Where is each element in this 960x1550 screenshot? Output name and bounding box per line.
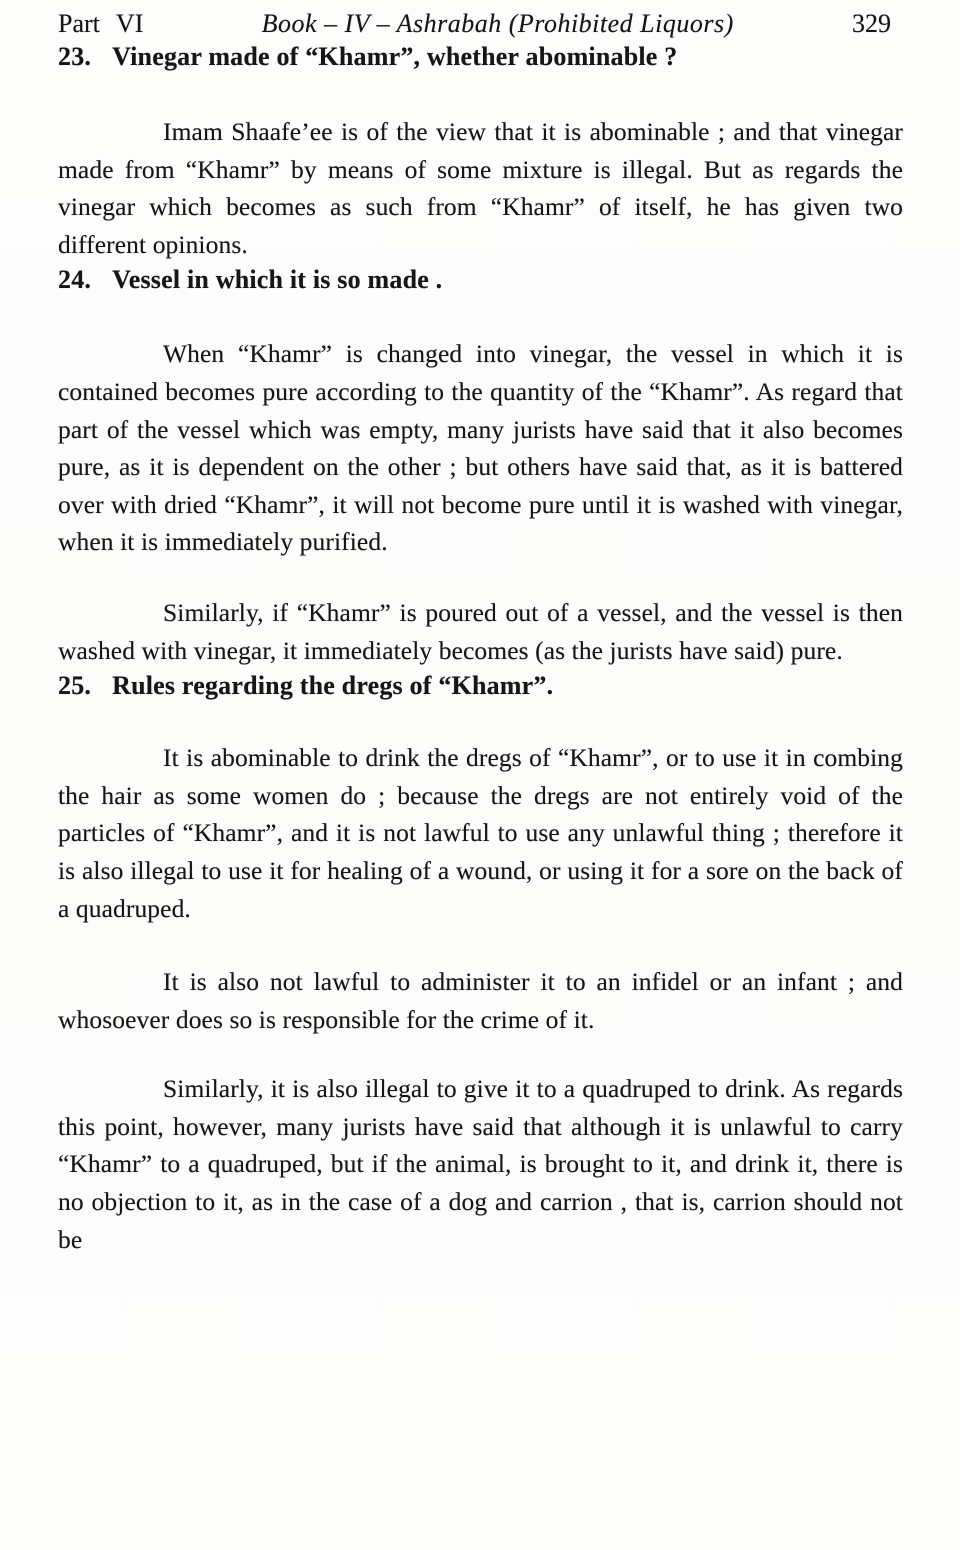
part-label: Part VI xyxy=(58,9,144,38)
section-25-title: Rules regarding the dregs of “Khamr”. xyxy=(112,671,554,701)
section-23-number: 23. xyxy=(58,42,92,71)
running-header xyxy=(58,8,903,40)
section-24-paragraph-2: Similarly, if “Khamr” is poured out of a vessel, and the vessel is then washed with vinegar, it immediately becomes (as the jurists have said) pure. xyxy=(58,597,903,665)
section-24-number: 24. xyxy=(58,265,92,295)
section-25-paragraph-1: It is abominable to drink the dregs of “Khamr”, or to use it in combing the hair as some women do ; because the dregs are not entirely void of the particles of “Khamr”, and it is not lawful to use any unlawful thing ; therefore it is also illegal to use it for healing of a wound, or using it for a sore on the back of a quadruped. xyxy=(58,743,903,923)
page-number: 329 xyxy=(851,9,891,38)
section-23-heading xyxy=(58,40,903,74)
section-24-title: Vessel in which it is so made . xyxy=(112,265,443,295)
section-25-paragraph-2: It is also not lawful to administer it to an infidel or an infant ; and whosoever does so is responsible for the crime of it. xyxy=(58,967,903,1034)
section-25-heading xyxy=(58,669,903,703)
section-23-title: Vinegar made of “Khamr”, whether abominable ? xyxy=(112,42,678,71)
section-25-number: 25. xyxy=(58,671,92,701)
section-24-paragraph-1: When “Khamr” is changed into vinegar, the vessel in which it is contained becomes pure according to the quantity of the “Khamr”. As regard that part of the vessel which was empty, many jurists have said that it also becomes pure, as it is dependent on the other ; but others have said that, as it is battered over with dried “Khamr”, it will not become pure until it is washed with vinegar, when it is immediately purified. xyxy=(58,339,903,557)
section-25-paragraph-3: Similarly, it is also illegal to give it to a quadruped to drink. As regards this point, however, many jurists have said that although it is unlawful to carry “Khamr” to a quadruped, but if the animal, is brought to it, and drink it, there is no objection to it, as in the case of a dog and carrion , that is, carrion should not be xyxy=(58,1074,903,1254)
book-title: Book – IV – Ashrabah (Prohibited Liquors) xyxy=(261,9,734,38)
section-23-paragraph-1: Imam Shaafe’ee is of the view that it is abominable ; and that vinegar made from “Khamr” by means of some mixture is illegal. But as regards the vinegar which becomes as such from “Khamr” of itself, he has given two different opinions. xyxy=(58,117,903,259)
section-24-heading xyxy=(58,263,903,297)
